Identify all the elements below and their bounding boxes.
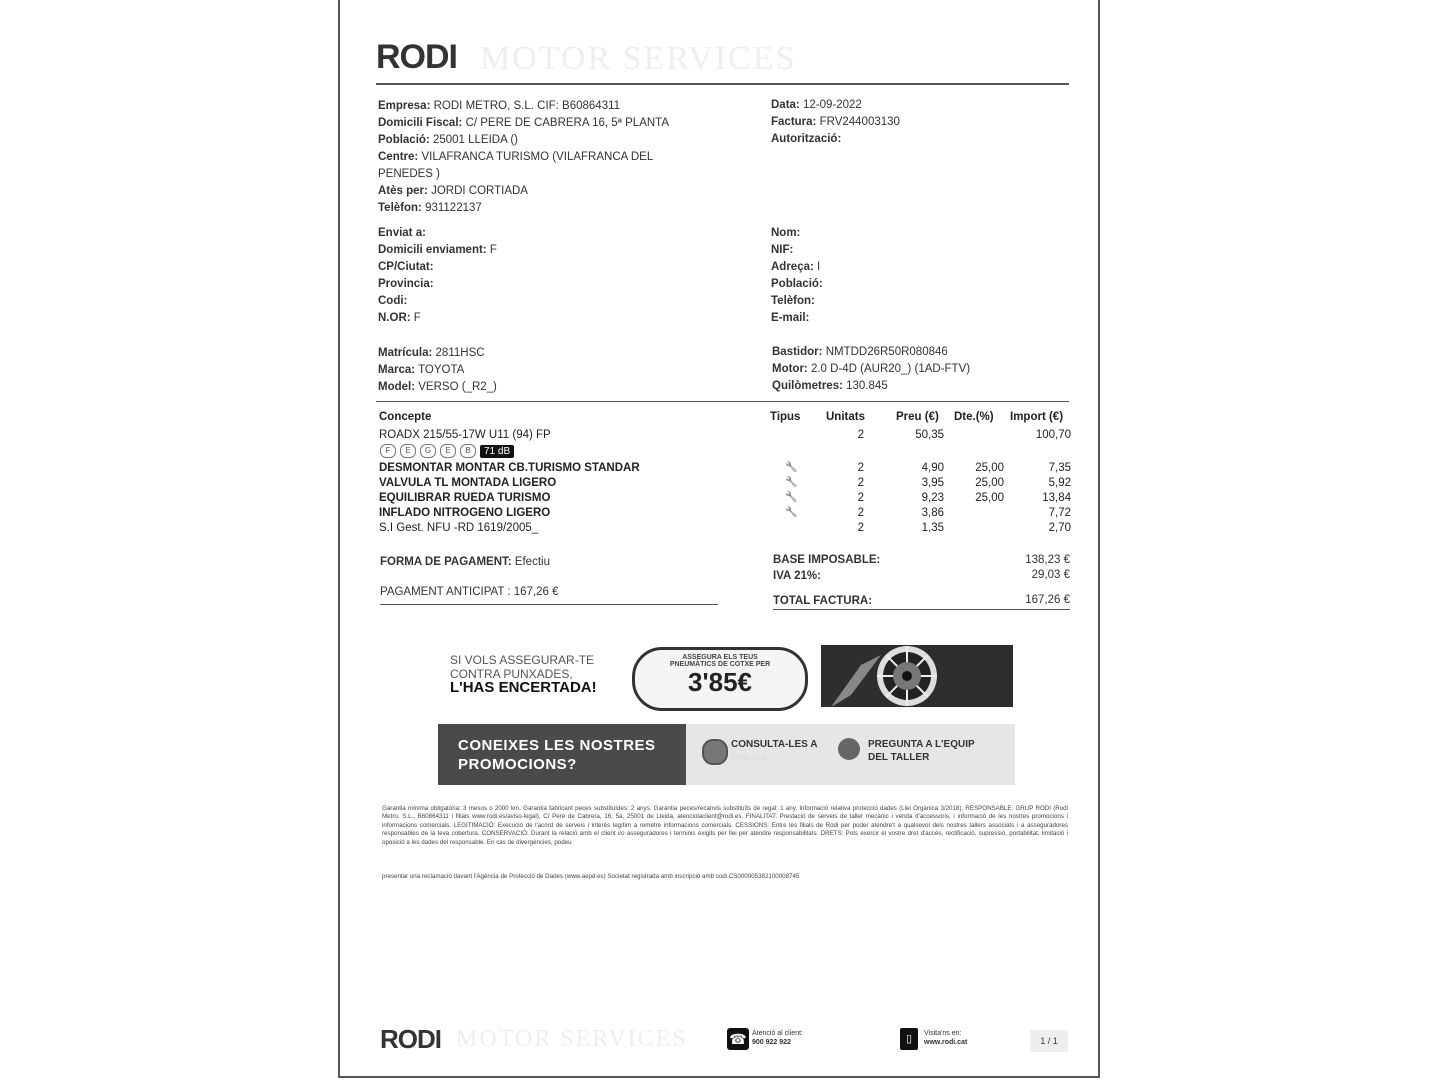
noise-db-value: 71 dB [480, 445, 514, 458]
header-unitats: Unitats [826, 411, 865, 423]
noise-icon: B [460, 444, 476, 458]
header-dte: Dte.(%) [954, 411, 994, 423]
phone-value: 900 922 922 [752, 1039, 791, 1046]
iva-label: IVA 21%: [773, 570, 821, 582]
consulta-line1: CONSULTA-LES A [731, 739, 818, 750]
autoritzacio-label: Autorització: [771, 133, 842, 145]
item-concepte: DESMONTAR MONTAR CB.TURISMO STANDAR [379, 462, 640, 474]
date-value: 12-09-2022 [802, 99, 862, 111]
phone-icon: ☎ [727, 1028, 749, 1050]
poblacio-value: 25001 LLEIDA () [432, 134, 518, 146]
base-label: BASE IMPOSABLE: [773, 554, 881, 566]
header-import: Import (€) [1010, 411, 1064, 423]
marca-label: Marca: [378, 364, 416, 376]
item-unitats: 2 [857, 492, 864, 504]
item-preu: 1,35 [921, 522, 944, 534]
brand-logo: RODI [376, 38, 457, 76]
price-badge-line2: PNEUMÀTICS DE COTXE PER [669, 661, 771, 668]
model-label: Model: [378, 381, 416, 393]
domicili-value: C/ PERE DE CABRERA 16, 5ª PLANTA [465, 117, 670, 129]
item-import: 13,84 [1042, 492, 1071, 504]
shipping-block [378, 225, 497, 327]
web-link[interactable] [924, 1029, 967, 1047]
forma-pagament-value: Efectiu [514, 556, 550, 568]
dartboard-image [821, 645, 1013, 707]
customer-service[interactable] [752, 1029, 803, 1047]
payment-divider [380, 604, 718, 605]
wrench-icon: 🔧 [785, 507, 798, 518]
enviat-label: Enviat a: [378, 227, 426, 239]
promo2-title-line2: PROMOCIONS? [458, 756, 577, 773]
item-unitats: 2 [857, 429, 864, 441]
km-value: 130.845 [846, 380, 888, 392]
price-value: 3'85€ [687, 667, 753, 697]
model-value: VERSO (_R2_) [418, 381, 497, 393]
issuer-block [378, 98, 669, 217]
wrench-icon: 🔧 [785, 462, 798, 473]
item-import: 7,72 [1048, 507, 1071, 519]
telefon-value: 931122137 [425, 202, 482, 214]
brand-tagline: MOTOR SERVICES [480, 40, 797, 77]
wrench-icon: 🔧 [785, 477, 798, 488]
centre-value: VILAFRANCA TURISMO (VILAFRANCA DEL [421, 151, 654, 163]
fuel-efficiency-class: E [400, 444, 416, 458]
item-import: 5,92 [1048, 477, 1071, 489]
item-import: 100,70 [1035, 429, 1071, 441]
page-number: 1 / 1 [1030, 1030, 1068, 1052]
tire-eu-label [380, 444, 514, 458]
ates-label: Atès per: [378, 185, 428, 197]
centre-value-2: PENEDES ) [378, 168, 440, 180]
bastidor-label: Bastidor: [772, 346, 823, 358]
vehicle-right [772, 344, 970, 395]
header-preu: Preu (€) [896, 411, 939, 423]
item-preu: 9,23 [921, 492, 944, 504]
domicili-enviament-label: Domicili enviament: [378, 244, 487, 256]
adreca-value: I [817, 261, 821, 273]
factura-value: FRV244003130 [819, 116, 900, 128]
item-preu: 3,95 [921, 477, 944, 489]
promo1-text [450, 653, 597, 695]
nif-label: NIF: [771, 244, 794, 256]
web-value: www.rodi.cat [924, 1039, 968, 1046]
wet-grip-class: E [440, 444, 456, 458]
nom-label: Nom: [771, 227, 801, 239]
total-label: TOTAL FACTURA: [773, 595, 873, 607]
item-dte: 25,00 [975, 462, 1004, 474]
empresa-value: RODI METRO, S.L. CIF: B60864311 [433, 100, 621, 112]
codi-label: Codi: [378, 295, 408, 307]
promo1-line3: L'HAS ENCERTADA! [450, 679, 597, 696]
item-unitats: 2 [857, 477, 864, 489]
pagament-anticipat: PAGAMENT ANTICIPAT : 167,26 € [380, 586, 559, 598]
centre-label: Centre: [378, 151, 419, 163]
items-table [340, 411, 1102, 541]
wet-grip-icon: G [420, 444, 436, 458]
header-tipus: Tipus [770, 411, 801, 423]
invoice-page [338, 0, 1100, 1078]
total-value: 167,26 € [1025, 594, 1070, 606]
nor-value: F [413, 312, 421, 324]
consulta-line2: rodi.cat [731, 752, 768, 763]
legal-text: Garantia mínima obligatòria: 3 mesos o 2000 km. Garantia fabricant peces substituïdes: 2 anys. Garantia peces/recanvis substituïts de regal: 1 any. Informació relativa protecció dades (Llei Orgànica 3/2018). RESPONSABLE: GRUP RODI (Rodi Metro, S.L., B60864311 i filials www.rodi.es/aviso-legal), C/ Pere de Cabrera, 16, 5a, 25001 de Lleida, atenciolaclient@rodi.es. FINALITAT: Prestació de serveis de taller mecànic i venda d'accessoris, i informació de les nostres promocions i informacions comercials. LEGITIMACIÓ: Execució de l'acord de serveis i interès legítim a remetre informacions comercials. CESSIONS: Entre les filials de Rodi per poder atendre't a qualsevol dels nostres tallers associats i a asseguradores responsables de la teva cobertura. CONSERVACIÓ: Durant la relació amb el client i/o asseguradores i terminis exigits per llei per atendre responsabilitats. DRETS: Pots exercir el vostre dret d'accés, rectificació, supressió, portabilitat, limitació i oposició a les dades del responsable. En cas de divergències, podeu [382, 805, 1068, 846]
item-preu: 50,35 [915, 429, 944, 441]
header-concepte: Concepte [379, 411, 432, 423]
table-top-divider [376, 401, 1069, 402]
item-dte: 25,00 [975, 492, 1004, 504]
km-label: Quilòmetres: [772, 380, 843, 392]
provincia-label: Provincia: [378, 278, 434, 290]
date-label: Data: [771, 99, 800, 111]
item-concepte: VALVULA TL MONTADA LIGERO [379, 477, 557, 489]
fuel-efficiency-icon: F [380, 444, 396, 458]
web-icon [702, 739, 728, 765]
price-badge [632, 647, 808, 711]
wrench-icon: 🔧 [785, 492, 798, 503]
motor-value: 2.0 D-4D (AUR20_) (1AD-FTV) [810, 363, 971, 375]
promo1-line2: CONTRA PUNXADES, [450, 667, 573, 681]
customer-poblacio-label: Població: [771, 278, 823, 290]
header-divider [376, 83, 1069, 85]
motor-label: Motor: [772, 363, 808, 375]
item-concepte: EQUILIBRAR RUEDA TURISMO [379, 492, 551, 504]
item-preu: 4,90 [921, 462, 944, 474]
puncture-insurance-banner[interactable] [438, 645, 1015, 707]
promo2-title-line1: CONEIXES LES NOSTRES [458, 737, 656, 754]
footer-brand-tagline: MOTOR SERVICES [456, 1026, 688, 1052]
poblacio-label: Població: [378, 134, 430, 146]
item-unitats: 2 [857, 522, 864, 534]
item-import: 7,35 [1048, 462, 1071, 474]
forma-pagament-label: FORMA DE PAGAMENT: [380, 556, 512, 568]
phone-label: Atenció al client: [752, 1030, 803, 1037]
cp-label: CP/Ciutat: [378, 261, 434, 273]
item-concepte: S.I Gest. NFU -RD 1619/2005_ [379, 522, 539, 534]
item-dte: 25,00 [975, 477, 1004, 489]
matricula-label: Matrícula: [378, 347, 433, 359]
footer-brand-logo: RODI [380, 1024, 441, 1054]
ates-value: JORDI CORTIADA [431, 185, 528, 197]
domicili-enviament-value: F [489, 244, 497, 256]
marca-value: TOYOTA [418, 364, 465, 376]
base-value: 138,23 € [1025, 554, 1070, 566]
domicili-label: Domicili Fiscal: [378, 117, 463, 129]
payment-method [380, 554, 550, 571]
invoice-meta [771, 97, 900, 148]
item-concepte: INFLADO NITROGENO LIGERO [379, 507, 551, 519]
bastidor-value: NMTDD26R50R080846 [825, 346, 948, 358]
item-unitats: 2 [857, 462, 864, 474]
vehicle-left [378, 345, 497, 396]
customer-block [771, 225, 823, 327]
adreca-label: Adreça: [771, 261, 814, 273]
promotions-banner[interactable] [438, 724, 1015, 785]
customer-telefon-label: Telèfon: [771, 295, 815, 307]
mobile-icon: ▯ [900, 1028, 918, 1050]
dartboard-icon [821, 645, 1013, 707]
item-concepte: ROADX 215/55-17W U11 (94) FP [379, 429, 551, 441]
item-unitats: 2 [857, 507, 864, 519]
consulta-text[interactable] [731, 738, 817, 764]
legal-text-2: presentar una reclamació davant l'Agència de Protecció de Dades (www.aepd.es) Societat registrada amb inscripció amb codi CS000005382100008745 [382, 873, 800, 880]
promotions-title [438, 724, 686, 785]
iva-value: 29,03 € [1031, 569, 1070, 581]
matricula-value: 2811HSC [435, 347, 485, 359]
email-label: E-mail: [771, 312, 810, 324]
web-label: Visita'ns en: [924, 1030, 962, 1037]
mechanic-icon [838, 738, 860, 760]
telefon-label: Telèfon: [378, 202, 422, 214]
pregunta-line2: DEL TALLER [868, 752, 930, 763]
factura-label: Factura: [771, 116, 817, 128]
pregunta-text [868, 738, 975, 764]
total-divider [773, 609, 1070, 610]
empresa-label: Empresa: [378, 100, 431, 112]
pregunta-line1: PREGUNTA A L'EQUIP [868, 739, 975, 750]
item-import: 2,70 [1048, 522, 1071, 534]
price-badge-line1: ASSEGURA ELS TEUS [682, 654, 758, 661]
nor-label: N.OR: [378, 312, 411, 324]
promo1-line1: SI VOLS ASSEGURAR-TE [450, 653, 595, 667]
item-preu: 3,86 [921, 507, 944, 519]
